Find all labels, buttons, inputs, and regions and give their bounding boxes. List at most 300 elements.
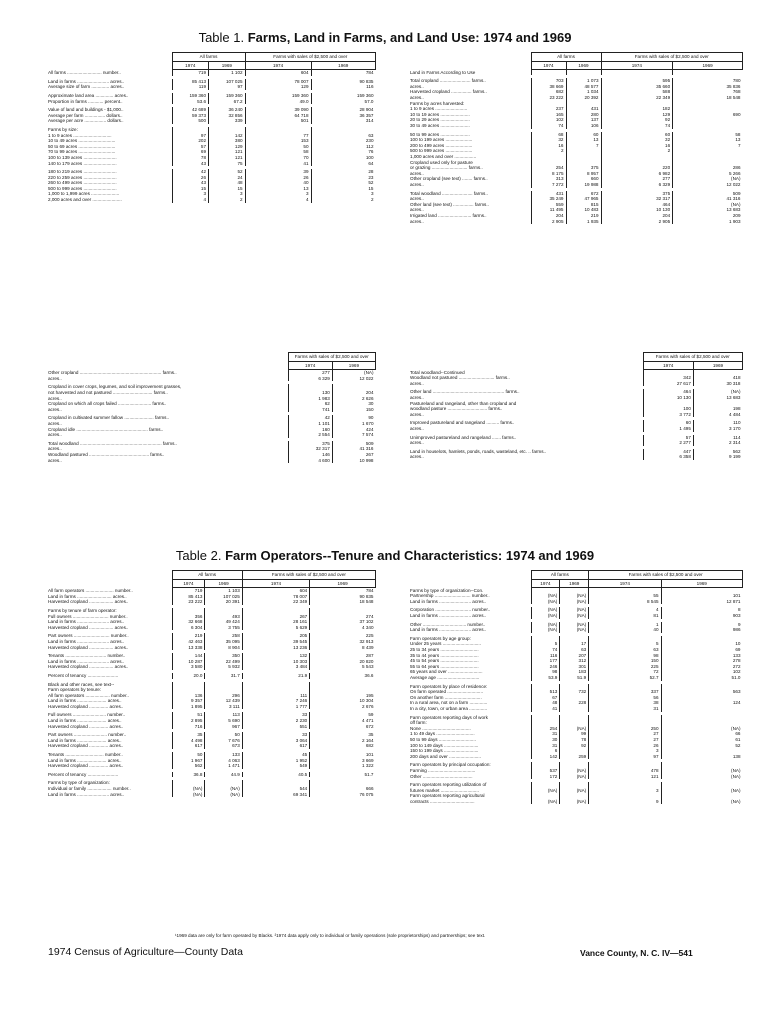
- row-value: 3 669: [310, 758, 376, 764]
- stat-table: [46, 570, 376, 797]
- row-value: (NA): [661, 799, 742, 805]
- row-label: In a rural area, not on a farm ..............: [410, 700, 488, 706]
- row-label: Harvested cropland ................... acres..: [48, 644, 129, 650]
- row-label: 2,000 acres and over .......................: [48, 197, 122, 203]
- row-value: 68: [531, 132, 566, 138]
- row-value: 551: [242, 724, 309, 730]
- row-value: 64 718: [245, 113, 311, 119]
- row-label: Land in farms ......................... acres..: [48, 658, 125, 664]
- row-value: 10 130: [601, 207, 673, 213]
- row-value: 41 316: [332, 446, 375, 452]
- row-value: 682: [310, 743, 376, 749]
- row-value: 60: [566, 132, 601, 138]
- row-value: 2 905: [531, 219, 566, 225]
- row-value: 85 413: [172, 594, 205, 600]
- row-value: 4 498: [172, 738, 205, 744]
- row-value: 47 965: [566, 196, 601, 202]
- row-value: 99: [560, 731, 589, 737]
- row-value: 106: [566, 123, 601, 129]
- row-value: 604: [245, 70, 311, 76]
- row-value: 31.7: [205, 673, 242, 679]
- row-value: 9: [589, 799, 661, 805]
- row-value: 7 246: [242, 698, 309, 704]
- row-value: 56: [589, 695, 661, 701]
- row-value: 67.2: [209, 99, 246, 105]
- row-label: Farm operators reporting agricultural: [410, 793, 485, 799]
- row-label: acres..: [410, 181, 424, 187]
- row-value: 92: [601, 117, 673, 123]
- header-blank: [408, 53, 531, 70]
- row-value: 5 629: [242, 625, 309, 631]
- row-value: 195: [310, 693, 376, 699]
- row-value: 198: [693, 406, 742, 412]
- row-value: 159 360: [172, 93, 209, 99]
- row-value: 59: [310, 712, 376, 718]
- row-value: 672: [310, 724, 376, 730]
- row-label: contracts ...................................: [410, 798, 475, 804]
- row-value: 967: [205, 724, 242, 730]
- row-value: 2 895: [172, 718, 205, 724]
- row-value: 74: [601, 123, 673, 129]
- row-value: 10 303: [242, 659, 309, 665]
- row-label: 1 to 9 acres ..............................: [48, 132, 112, 138]
- row-label: 220 to 259 acres ..........................: [48, 174, 117, 180]
- row-value: 13 683: [693, 395, 742, 401]
- header-sales-2500: Farms with sales of $2,500 and over: [288, 353, 376, 362]
- row-value: 22 349: [601, 95, 673, 101]
- row-value: 130: [288, 390, 332, 396]
- row-label: Woodland not pastured ............................ farms..: [410, 375, 510, 381]
- header-year: 1969: [566, 61, 601, 70]
- row-value: 48 577: [566, 84, 601, 90]
- row-value: 76 075: [310, 792, 376, 798]
- row-value: 102: [661, 669, 742, 675]
- row-value: 63: [311, 133, 375, 139]
- stat-table: [408, 570, 743, 804]
- row-label: not harvested and not pastured ............................... farms..: [48, 389, 168, 395]
- row-label: 70 to 99 acres .............................: [48, 149, 116, 155]
- row-label: None ......................................: [410, 725, 471, 731]
- row-value: 41 316: [673, 196, 743, 202]
- row-value: 52: [661, 743, 742, 749]
- row-value: 33: [242, 712, 309, 718]
- row-value: 588: [601, 89, 673, 95]
- row-value: 228: [560, 700, 589, 706]
- row-label: Harvested cropland ................... acres..: [48, 624, 129, 630]
- row-value: 5 266: [673, 171, 743, 177]
- row-value: 4: [245, 197, 311, 203]
- row-value: 719: [172, 70, 209, 76]
- row-value: 1 495: [643, 426, 693, 432]
- row-value: 424: [332, 427, 375, 433]
- row-label: Average age .................................: [410, 675, 480, 680]
- row-label: Other land (see text) ................ farms..: [410, 201, 489, 207]
- stat-table: [408, 352, 743, 460]
- row-label: Other .................................. number..: [410, 621, 486, 627]
- row-value: 159 360: [245, 93, 311, 99]
- row-value: 12 022: [332, 376, 375, 382]
- row-value: 509: [673, 191, 743, 197]
- row-value: 90 835: [310, 594, 376, 600]
- row-label: 35 to 44 years ..............................: [410, 652, 479, 658]
- row-label: Tenants ................................ number..: [48, 653, 126, 659]
- row-value: 2: [311, 197, 375, 203]
- row-value: 342: [643, 375, 693, 381]
- row-label: Total woodland ................................................................ farms..: [48, 440, 177, 446]
- row-value: 313: [531, 176, 566, 182]
- row-value: 41: [245, 161, 311, 167]
- row-value: 42 463: [172, 639, 205, 645]
- row-label: Cropland idle ........................................................ farms..: [48, 426, 164, 432]
- row-label: Land in Farms According to Use: [410, 69, 476, 75]
- row-label: Land in farms ....................... acres..: [48, 737, 122, 743]
- row-value: 225: [589, 664, 661, 670]
- row-value: 111: [242, 693, 309, 699]
- row-value: 8 904: [205, 645, 242, 651]
- row-value: 246: [531, 664, 560, 670]
- row-value: 142: [209, 133, 246, 139]
- row-value: 375: [566, 165, 601, 171]
- row-value: 10 998: [332, 458, 375, 464]
- header-blank: [46, 53, 172, 70]
- row-label: 100 to 199 acres .....................: [410, 137, 473, 143]
- row-value: 40.5: [242, 772, 309, 778]
- row-value: 33: [242, 732, 309, 738]
- row-label: Farm operators by place of residence:: [410, 683, 488, 689]
- row-value: 1 895: [172, 704, 205, 710]
- row-value: (NA): [531, 613, 560, 619]
- row-label: acres..: [410, 218, 424, 224]
- row-value: 31: [589, 706, 661, 712]
- row-value: 2 164: [310, 738, 376, 744]
- row-value: (NA): [673, 202, 743, 208]
- row-label: acres..: [410, 380, 424, 386]
- row-label: Percent of tenancy ........................: [48, 771, 119, 777]
- row-value: (NA): [205, 786, 242, 792]
- row-value: 513: [531, 689, 560, 695]
- row-label: Corporation ............................ number..: [410, 607, 491, 613]
- stat-table: [46, 52, 376, 203]
- row-value: 101: [661, 593, 742, 599]
- row-value: (NA): [560, 593, 589, 599]
- row-value: 49 424: [205, 619, 242, 625]
- row-label: Part owners .......................... number..: [48, 732, 127, 738]
- row-value: 119: [172, 84, 209, 90]
- row-value: 254: [531, 726, 560, 732]
- row-label: Total woodland--Continued: [410, 369, 465, 375]
- row-value: 500: [172, 118, 209, 124]
- row-value: 159 360: [209, 93, 246, 99]
- header-year: 1974: [172, 61, 209, 70]
- row-value: 703: [531, 78, 566, 84]
- row-value: 784: [310, 588, 376, 594]
- row-value: 22 349: [242, 599, 309, 605]
- row-value: 6 329: [601, 182, 673, 188]
- row-value: 1 670: [332, 421, 375, 427]
- stat-table: [408, 52, 743, 224]
- row-label: acres..: [410, 207, 424, 213]
- row-value: 116: [531, 653, 560, 659]
- row-label: 260 to 499 acres ..........................: [48, 180, 117, 186]
- row-value: 114: [693, 435, 742, 441]
- row-value: 69: [661, 647, 742, 653]
- row-value: 100: [643, 406, 693, 412]
- row-label: acres..: [410, 411, 424, 417]
- row-label: Tenants .............................. number..: [48, 752, 123, 758]
- row-label: Partnership ............................ number..: [410, 593, 490, 599]
- row-value: 51.0: [661, 675, 742, 681]
- row-value: 3 111: [205, 704, 242, 710]
- row-value: (NA): [560, 622, 589, 628]
- table1-lower-left-panel: [46, 352, 376, 463]
- row-value: 172: [531, 774, 560, 780]
- row-value: 287: [310, 653, 376, 659]
- row-value: 10 483: [566, 207, 601, 213]
- row-value: 38 669: [531, 84, 566, 90]
- header-year: 1974: [288, 361, 332, 370]
- row-value: 6 304: [172, 625, 205, 631]
- row-value: 32 317: [288, 446, 332, 452]
- row-value: (NA): [560, 788, 589, 794]
- row-value: 77: [245, 133, 311, 139]
- row-label: Harvested cropland ................... acres..: [48, 599, 129, 605]
- row-value: 53.9: [531, 675, 560, 681]
- row-label: 10 to 49 acres .............................: [48, 138, 116, 144]
- row-value: 30 318: [693, 381, 742, 387]
- row-label: Land in farms ....................... acres..: [48, 757, 122, 763]
- row-value: 69: [172, 149, 209, 155]
- row-value: 16: [601, 143, 673, 149]
- row-value: 44.9: [205, 772, 242, 778]
- row-value: 21.9: [242, 673, 309, 679]
- row-value: 4 484: [693, 412, 742, 418]
- row-value: 81: [589, 613, 661, 619]
- row-value: 9 357: [172, 698, 205, 704]
- row-value: 673: [205, 743, 242, 749]
- row-value: 258: [205, 633, 242, 639]
- row-value: 116: [311, 84, 375, 90]
- row-value: 375: [601, 191, 673, 197]
- row-value: 719: [172, 588, 205, 594]
- table2-right-panel: [408, 570, 743, 804]
- row-value: (NA): [531, 788, 560, 794]
- table2-title-years: 1974 and 1969: [505, 548, 595, 563]
- row-value: (NA): [172, 786, 205, 792]
- row-value: 337: [589, 689, 661, 695]
- row-label: Cropland in cultivated summer fallow ....................... farms..: [48, 415, 170, 421]
- row-label: acres..: [410, 170, 424, 176]
- row-value: 314: [311, 118, 375, 124]
- table1-title-years: 1974 and 1969: [483, 30, 572, 45]
- row-value: 13: [566, 137, 601, 143]
- row-value: 100: [311, 155, 375, 161]
- row-value: 204: [332, 390, 375, 396]
- row-value: 13: [673, 137, 743, 143]
- row-value: 36.8: [172, 772, 205, 778]
- row-value: 42 689: [172, 107, 209, 113]
- row-label: acres..: [48, 457, 62, 463]
- row-value: 3 755: [205, 625, 242, 631]
- row-value: 209: [673, 213, 743, 219]
- row-value: 74: [531, 647, 560, 653]
- row-label: Land in houselots, hamlets, ponds, roads, wasteland, etc. .. farms..: [410, 448, 547, 454]
- row-value: 1 322: [310, 763, 376, 769]
- row-value: 277: [288, 370, 332, 376]
- row-value: 90: [332, 415, 375, 421]
- row-value: 40: [589, 627, 661, 633]
- row-value: 74: [531, 123, 566, 129]
- row-value: 509: [332, 441, 375, 447]
- row-value: 27: [589, 731, 661, 737]
- row-value: 595: [601, 78, 673, 84]
- row-value: 61: [661, 737, 742, 743]
- row-value: 660: [566, 176, 601, 182]
- row-value: 63: [560, 647, 589, 653]
- row-value: 1 103: [205, 588, 242, 594]
- row-value: 31: [531, 731, 560, 737]
- row-value: 138: [661, 754, 742, 760]
- row-value: 219: [172, 633, 205, 639]
- row-value: 90 835: [311, 79, 375, 85]
- row-value: 76: [311, 149, 375, 155]
- row-label: acres..: [48, 375, 62, 381]
- row-value: 20 820: [310, 659, 376, 665]
- row-label: Cropland used only for pasture: [410, 159, 473, 165]
- row-value: (NA): [560, 768, 589, 774]
- row-value: 121: [209, 149, 246, 155]
- row-value: 98: [531, 669, 560, 675]
- row-value: 30: [332, 401, 375, 407]
- row-value: 78 007: [245, 79, 311, 85]
- row-value: 10 287: [172, 659, 205, 665]
- row-value: 97: [589, 754, 661, 760]
- row-value: 617: [172, 743, 205, 749]
- row-value: 129: [209, 144, 246, 150]
- row-value: 1 034: [566, 89, 601, 95]
- row-value: 716: [172, 724, 205, 730]
- row-label: Land in farms ......................... acres..: [410, 598, 487, 604]
- row-label: acres..: [410, 426, 424, 432]
- row-value: 2 230: [242, 718, 309, 724]
- row-value: 129: [601, 112, 673, 118]
- row-value: 8 439: [310, 645, 376, 651]
- row-value: (NA): [560, 627, 589, 633]
- table2-title-main: Farm Operators--Tenure and Characteristics:: [225, 548, 503, 563]
- row-label: Unimproved pastureland and rangeland ....... farms..: [410, 434, 517, 440]
- row-label: Farm operators by age group:: [410, 635, 471, 641]
- row-value: 431: [566, 106, 601, 112]
- row-value: 16: [531, 143, 566, 149]
- row-value: 219: [566, 213, 601, 219]
- row-label: acres..: [410, 95, 424, 101]
- row-value: 28: [311, 169, 375, 175]
- row-value: 35: [310, 732, 376, 738]
- row-label: All farm operators ................... number..: [48, 692, 129, 698]
- row-value: 50: [245, 144, 311, 150]
- header-year: 1974: [589, 579, 661, 588]
- row-value: 3: [245, 191, 311, 197]
- row-value: 50: [172, 752, 205, 758]
- row-value: 784: [311, 70, 375, 76]
- row-label: On another farm .............................: [410, 694, 482, 700]
- row-value: 48: [209, 180, 246, 186]
- row-value: 36 240: [209, 107, 246, 113]
- row-label: acres..: [48, 446, 62, 452]
- row-label: 1,000 to 1,999 acres ......................: [48, 191, 120, 197]
- row-value: 35 836: [673, 84, 743, 90]
- row-value: 43: [172, 180, 209, 186]
- row-label: Land in farms ......................... acres..: [48, 619, 125, 625]
- row-value: 3: [172, 191, 209, 197]
- footnote: ¹1969 data are only for farm operated by Blacks. ²1974 data apply only to individual or family operations (sole proprietorships) and partnerships; see text.: [175, 933, 486, 938]
- table2-title-prefix: Table 2.: [175, 548, 222, 563]
- header-sales-2500: Farms with sales of $2,500 and over: [643, 353, 743, 362]
- row-value: 7 574: [332, 432, 375, 438]
- table-row: [46, 197, 376, 203]
- row-value: 207: [560, 653, 589, 659]
- row-value: 1 102: [209, 70, 246, 76]
- row-value: 4 471: [310, 718, 376, 724]
- row-value: 296: [205, 693, 242, 699]
- row-label: acres..: [410, 196, 424, 202]
- row-value: 3 580: [172, 664, 205, 670]
- row-label: Land in farms ........................... acres..: [48, 593, 127, 599]
- row-value: 562: [172, 763, 205, 769]
- row-value: 5: [589, 641, 661, 647]
- row-label: 50 to 99 days .............................: [410, 736, 476, 742]
- row-value: 142: [531, 754, 560, 760]
- row-label: Value of land and buildings - $1,000..: [48, 107, 124, 113]
- row-value: 1: [589, 622, 661, 628]
- row-value: (NA): [661, 768, 742, 774]
- row-value: 51: [172, 712, 205, 718]
- row-value: 666: [310, 786, 376, 792]
- row-value: 225: [310, 633, 376, 639]
- row-label: 1 to 9 acres .........................: [410, 106, 468, 112]
- row-value: 3 772: [643, 412, 693, 418]
- row-value: 1 935: [566, 219, 601, 225]
- row-value: 57: [172, 144, 209, 150]
- row-value: 107 025: [205, 594, 242, 600]
- row-label: Other cropland ................................................................ farms..: [48, 369, 177, 375]
- row-value: 286: [673, 165, 743, 171]
- row-label: 55 to 64 years ..............................: [410, 663, 479, 669]
- row-value: 563: [661, 689, 742, 695]
- table1-lower-right-panel: [408, 352, 743, 460]
- row-value: 36 357: [311, 113, 375, 119]
- row-value: 3: [589, 788, 661, 794]
- row-label: acres..: [410, 454, 424, 460]
- row-value: 2 676: [310, 704, 376, 710]
- row-value: 35 095: [205, 639, 242, 645]
- row-value: 464: [643, 389, 693, 395]
- row-value: 153: [245, 138, 311, 144]
- row-label: 200 to 499 acres .....................: [410, 142, 473, 148]
- row-value: 20 392: [566, 95, 601, 101]
- row-value: 280: [566, 112, 601, 118]
- row-value: 447: [643, 449, 693, 455]
- row-label: In a city, town, or urban area ..............: [410, 705, 488, 711]
- row-value: 72: [589, 669, 661, 675]
- row-label: Irrigated land .......................... farms..: [410, 212, 487, 218]
- row-value: 250: [589, 726, 661, 732]
- row-value: 182: [601, 106, 673, 112]
- row-value: 9 199: [693, 454, 742, 460]
- row-value: 59 373: [172, 113, 209, 119]
- row-value: (NA): [693, 389, 742, 395]
- row-value: 259: [560, 754, 589, 760]
- row-value: 6 329: [288, 376, 332, 382]
